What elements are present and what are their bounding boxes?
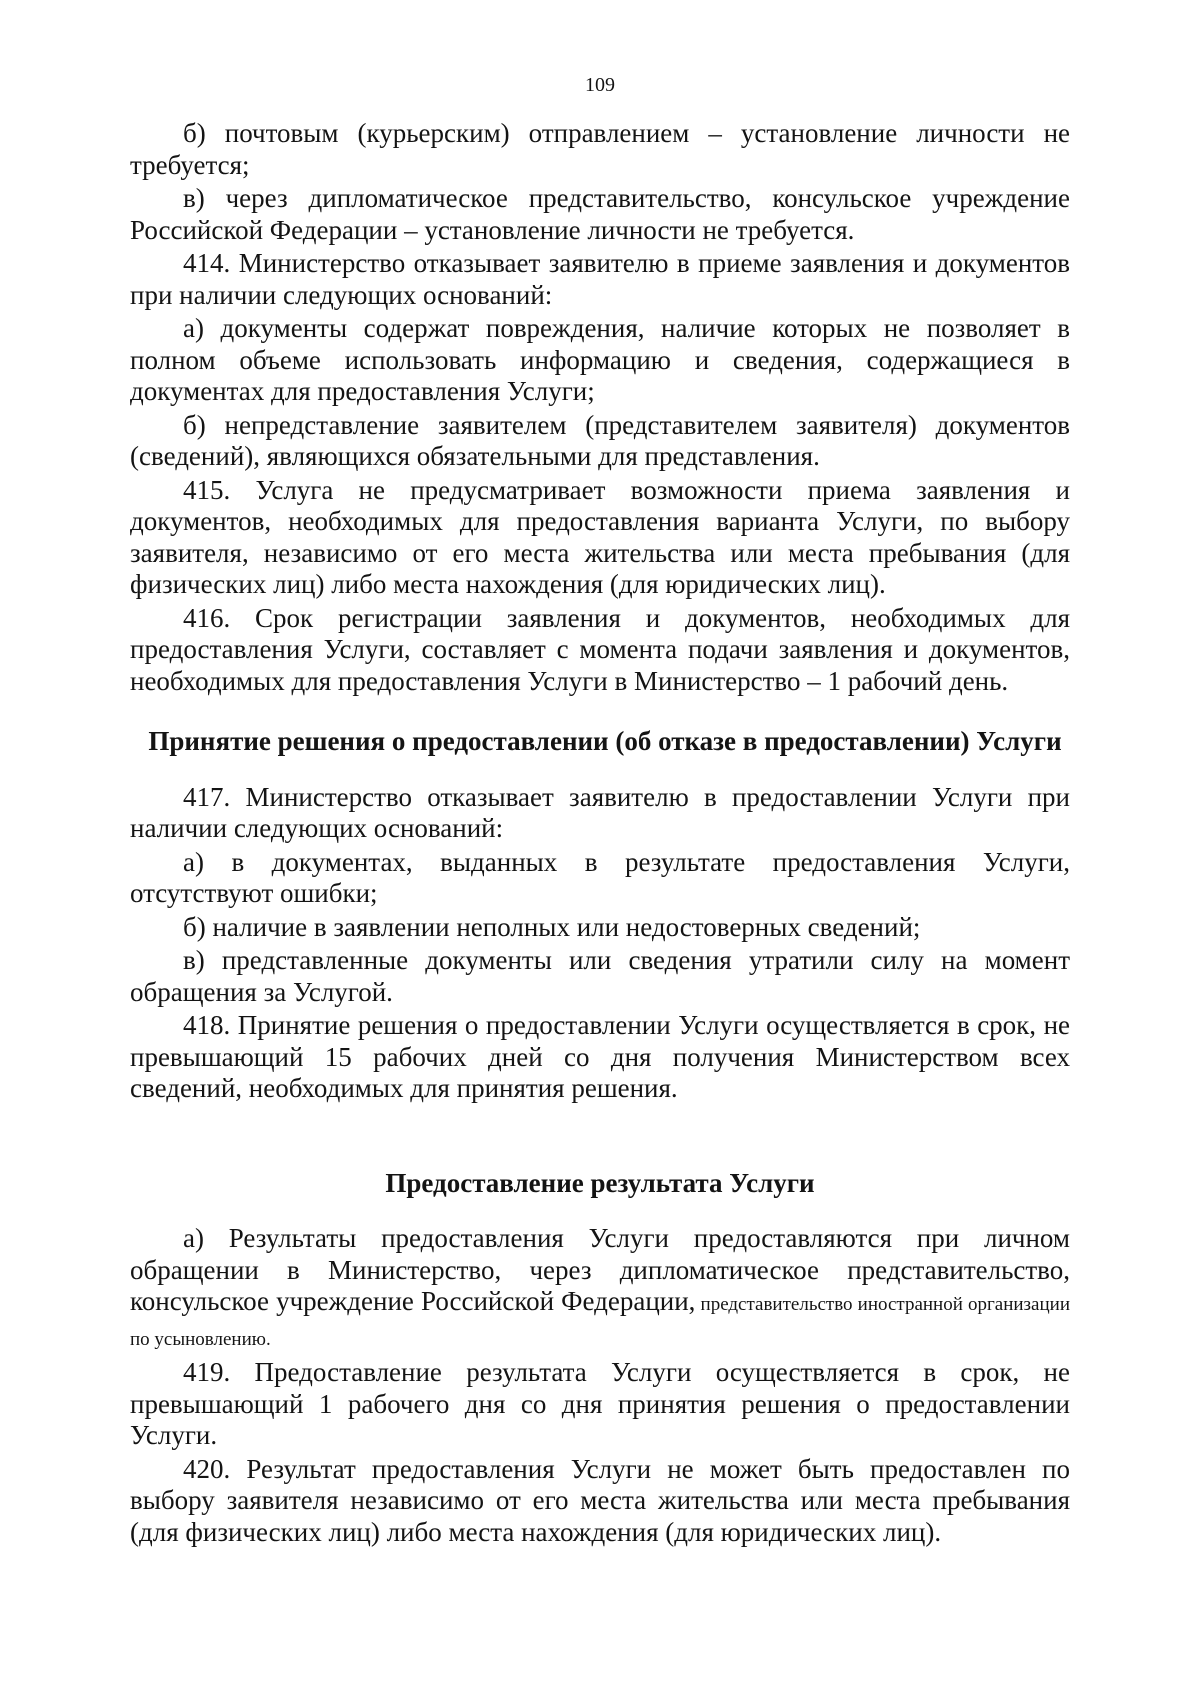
paragraph-result-a-tail: представительство иностранной организации по усыновлению. [130,1294,1070,1350]
paragraph-417-c: в) представленные документы или сведения утратили силу на момент обращения за Услугой. [130,945,1070,1007]
page-number: 109 [585,74,615,96]
paragraph-414: 414. Министерство отказывает заявителю в приеме заявления и документов при наличии следующих оснований: [130,248,1070,310]
paragraph-417-b: б) наличие в заявлении неполных или недостоверных сведений; [183,911,921,942]
paragraph-417-a: а) в документах, выданных в результате предоставления Услуги, отсутствуют ошибки; [130,846,1070,908]
paragraph-419: 419. Предоставление результата Услуги осуществляется в срок, не превышающий 1 рабочего дня со дня принятия решения о предоставлении Услуги. [130,1357,1070,1450]
paragraph-result-a [130,1223,1070,1355]
section-heading-decision: Принятие решения о предоставлении (об отказе в предоставлении) Услуги [148,726,1062,756]
paragraph-416: 416. Срок регистрации заявления и документов, необходимых для предоставления Услуги, составляет с момента подачи заявления и документов, необходимых для предоставления Услуги в Министерство – 1 рабочий день. [130,602,1070,696]
paragraph-414-b: б) непредставление заявителем (представителем заявителя) документов (сведений), являющихся обязательными для представления. [130,409,1070,471]
paragraph-420: 420. Результат предоставления Услуги не может быть предоставлен по выбору заявителя независимо от его места жительства или места пребывания (для физических лиц) либо места нахождения (для юридических лиц). [130,1453,1070,1547]
section-heading-result: Предоставление результата Услуги [385,1167,815,1198]
paragraph-postal: б) почтовым (курьерским) отправлением – установление личности не требуется; [130,118,1070,180]
section-decision [130,726,1070,1105]
section-result [130,1168,1070,1549]
paragraph-417: 417. Министерство отказывает заявителю в предоставлении Услуги при наличии следующих оснований: [130,781,1070,843]
paragraph-418: 418. Принятие решения о предоставлении Услуги осуществляется в срок, не превышающий 15 рабочих дней со дня получения Министерством всех сведений, необходимых для принятия решения. [130,1010,1070,1103]
paragraph-415: 415. Услуга не предусматривает возможности приема заявления и документов, необходимых для предоставления варианта Услуги, по выбору заявителя, независимо от его места жительства или места пребывания (для физических лиц) либо места нахождения (для юридических лиц). [130,474,1070,599]
section-identity-and-refusal [130,118,1070,697]
paragraph-diplomatic: в) через дипломатическое представительство, консульское учреждение Российской Федерации – установление личности не требуется. [130,183,1070,245]
document-body [130,118,1070,1550]
paragraph-414-a: а) документы содержат повреждения, наличие которых не позволяет в полном объеме использовать информацию и сведения, содержащиеся в документах для предоставления Услуги; [130,313,1070,406]
paragraph-result-a-main: а) Результаты предоставления Услуги предоставляются при личном обращении в Министерство, через дипломатическое представительство, консульское учреждение Российской Федерации, [130,1223,1070,1316]
